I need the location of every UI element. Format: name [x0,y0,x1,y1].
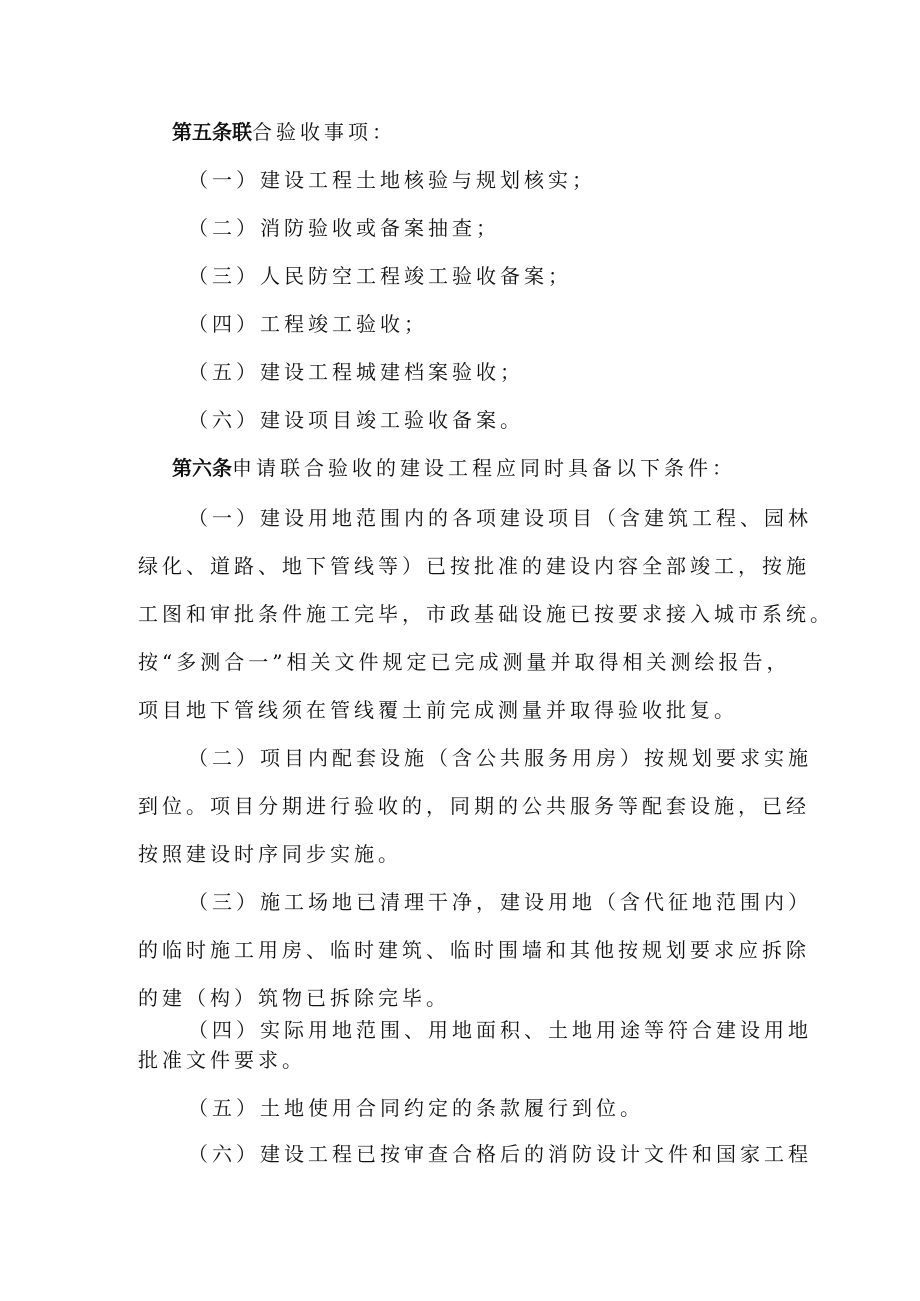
article-5-item-1: （一）建设工程土地核验与规划核实； [188,168,596,192]
article-5-item-3: （三）人民防空工程竣工验收备案； [188,264,572,288]
article-5-item-4: （四）工程竣工验收； [188,312,428,336]
article-6-para-1-line-5: 项目地下管线须在管线覆土前完成测量并取得验收批复。 [138,698,738,722]
article-6-para-3-line-3: 的建（构）筑物已拆除完毕。 [138,986,450,1010]
article-6-para-1-line-2: 绿化、道路、地下管线等）已按批准的建设内容全部竣工，按施 [138,554,810,578]
article-6-para-3-line-1: （三）施工场地已清理干净，建设用地（含代征地范围内） [188,890,812,914]
article-6-para-1-line-3: 工图和审批条件施工完毕，市政基础设施已按要求接入城市系统。 [138,602,834,626]
article-6-para-1-line-4: 按“多测合一”相关文件规定已完成测量并取得相关测绘报告， [138,650,791,674]
article-6-para-3-line-2: 的临时施工用房、临时建筑、临时围墙和其他按规划要求应拆除 [138,938,810,962]
article-6-para-2-line-3: 按照建设时序同步实施。 [138,842,402,866]
article-6-para-4-line-1: （四）实际用地范围、用地面积、土地用途等符合建设用地 [188,1018,812,1042]
article-6-text: 申请联合验收的建设工程应同时具备以下条件： [232,456,736,480]
article-6-para-2-line-1: （二）项目内配套设施（含公共服务用房）按规划要求实施 [188,746,812,770]
article-5-label: 第五条联 [172,120,252,144]
article-5-item-5: （五）建设工程城建档案验收； [188,360,524,384]
article-5-item-2: （二）消防验收或备案抽查； [188,216,500,240]
article-6-label: 第六条 [172,456,232,480]
article-5-text: 合验收事项： [252,120,396,144]
article-6-para-2-line-2: 到位。项目分期进行验收的，同期的公共服务等配套设施，已经 [138,794,810,818]
article-6-heading [172,456,736,480]
article-5-heading [172,120,396,144]
article-5-item-6: （六）建设项目竣工验收备案。 [188,408,524,432]
article-6-para-6-line-1: （六）建设工程已按审查合格后的消防设计文件和国家工程 [188,1142,812,1166]
article-6-para-4-line-2: 批准文件要求。 [138,1048,306,1072]
article-6-para-1-line-1: （一）建设用地范围内的各项建设项目（含建筑工程、园林 [188,506,812,530]
article-6-para-5-line-1: （五）土地使用合同约定的条款履行到位。 [188,1096,644,1120]
